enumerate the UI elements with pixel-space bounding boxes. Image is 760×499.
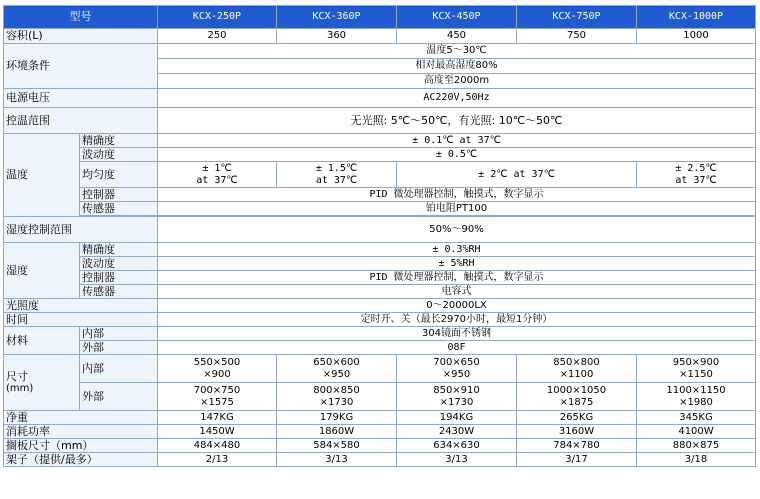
cell-value	[637, 355, 756, 383]
row-label: 净重	[4, 411, 158, 425]
cell-line: ± 1.5℃	[315, 162, 358, 174]
cell-value: 784×780	[517, 439, 637, 453]
model-2: KCX-360P	[277, 6, 397, 29]
row-net-weight	[4, 411, 756, 425]
row-temp-uniformity	[4, 162, 756, 188]
cell-value	[158, 355, 277, 383]
cell-value	[277, 162, 397, 188]
cell-line: 700×750	[193, 384, 241, 396]
sub-label: 内部	[80, 327, 158, 341]
cell-value: 750	[517, 29, 637, 44]
cell-line: 850×910	[433, 384, 480, 396]
row-label: 时间	[4, 313, 158, 327]
cell-value: 1000	[637, 29, 756, 44]
cell-line: ×1150	[679, 368, 713, 380]
cell-value: 2430W	[397, 425, 517, 439]
cell-line: 850×800	[553, 356, 600, 368]
sub-label: 精确度	[80, 134, 158, 148]
row-power	[4, 89, 756, 108]
cell-value	[637, 383, 756, 411]
cell-value: 584×580	[277, 439, 397, 453]
cell-line: ×950	[442, 368, 471, 380]
row-temp-fluctuation	[4, 148, 756, 162]
row-label: 搁板尺寸（mm）	[4, 439, 158, 453]
sub-label: 传感器	[80, 202, 158, 216]
model-4: KCX-750P	[517, 6, 637, 29]
cell-line: 1100×1150	[666, 384, 726, 396]
sub-label: 传感器	[80, 285, 158, 299]
cell-value: ± 0.3%RH	[158, 243, 756, 257]
cell-value: 相对最高湿度80%	[158, 59, 756, 74]
cell-value: 3160W	[517, 425, 637, 439]
cell-value: 3/18	[637, 453, 756, 467]
cell-value: 450	[397, 29, 517, 44]
row-label: 湿度控制范围	[4, 217, 158, 243]
row-hum-sensor	[4, 285, 756, 299]
cell-line: ×1100	[559, 368, 594, 380]
row-hum-controller	[4, 271, 756, 285]
row-material-inner	[4, 327, 756, 341]
cell-value: 484×480	[158, 439, 277, 453]
sub-label: 控制器	[80, 271, 158, 285]
cell-line: at 37℃	[675, 174, 717, 186]
cell-value: 3/17	[517, 453, 637, 467]
cell-line: ×1730	[439, 396, 474, 408]
row-size-inner	[4, 355, 756, 383]
cell-value: 电容式	[158, 285, 756, 299]
cell-value: 2/13	[158, 453, 277, 467]
model-5: KCX-1000P	[637, 6, 756, 29]
cell-value: 194KG	[397, 411, 517, 425]
cell-value: PID 微处理器控制，触摸式，数字显示	[158, 271, 756, 285]
row-hum-precision	[4, 243, 756, 257]
size-unit: (mm)	[6, 382, 34, 394]
cell-value: 定时开、关（最长2970小时，最短1分钟）	[158, 313, 756, 327]
cell-line: 950×900	[672, 356, 720, 368]
cell-value	[397, 355, 517, 383]
cell-value: 08F	[158, 341, 756, 355]
cell-line: ± 2.5℃	[675, 162, 717, 174]
cell-line: ×900	[203, 368, 231, 380]
row-power-consumption	[4, 425, 756, 439]
cell-value: ± 2℃ at 37℃	[397, 162, 637, 188]
cell-value: PID 微处理器控制，触摸式，数字显示	[158, 188, 756, 202]
cell-value: 345KG	[637, 411, 756, 425]
group-label: 材料	[4, 327, 80, 355]
cell-line: ×950	[322, 368, 351, 380]
cell-value: 50%～90%	[158, 217, 756, 243]
row-time	[4, 313, 756, 327]
row-hum-fluctuation	[4, 257, 756, 271]
sub-label: 内部	[80, 355, 158, 383]
group-label: 温度	[4, 134, 80, 217]
cell-value	[517, 355, 637, 383]
cell-value	[397, 383, 517, 411]
cell-value: 无光照: 5℃～50℃，有光照: 10℃～50℃	[158, 108, 756, 134]
cell-value: 265KG	[517, 411, 637, 425]
row-volume	[4, 29, 756, 44]
row-temp-range	[4, 108, 756, 134]
row-temp-controller	[4, 188, 756, 202]
row-temp-sensor	[4, 202, 756, 216]
cell-value: 634×630	[397, 439, 517, 453]
row-label: 控温范围	[4, 108, 158, 134]
cell-value: 360	[277, 29, 397, 44]
cell-line: ×1875	[559, 396, 594, 408]
sub-label: 外部	[80, 383, 158, 411]
model-3: KCX-450P	[397, 6, 517, 29]
group-label	[4, 355, 80, 411]
cell-value	[277, 355, 397, 383]
size-label: 尺寸	[6, 369, 28, 383]
cell-value: ± 5%RH	[158, 257, 756, 271]
sub-label: 控制器	[80, 188, 158, 202]
sub-label: 均匀度	[80, 162, 158, 188]
cell-value: ± 0.1℃ at 37℃	[158, 134, 756, 148]
row-environment	[4, 44, 756, 59]
cell-value: 3/13	[277, 453, 397, 467]
cell-value: 高度至2000m	[158, 74, 756, 89]
cell-line: ×1980	[679, 396, 713, 408]
row-label: 容积(L)	[4, 29, 158, 44]
cell-line: ×1575	[200, 396, 234, 408]
cell-line: 1000×1050	[546, 384, 607, 396]
row-label: 光照度	[4, 299, 158, 313]
cell-value	[517, 383, 637, 411]
cell-value: 4100W	[637, 425, 756, 439]
cell-value: 1450W	[158, 425, 277, 439]
sub-label: 波动度	[80, 257, 158, 271]
row-label: 电源电压	[4, 89, 158, 108]
cell-value: 250	[158, 29, 277, 44]
cell-line: at 37℃	[315, 174, 358, 186]
row-material-outer	[4, 341, 756, 355]
spec-table	[3, 5, 756, 467]
cell-value: 0～20000LX	[158, 299, 756, 313]
row-label: 环境条件	[4, 44, 158, 89]
cell-line: 650×600	[313, 356, 360, 368]
header-row	[4, 6, 756, 29]
sub-label: 外部	[80, 341, 158, 355]
cell-line: 550×500	[193, 356, 241, 368]
cell-value: 179KG	[277, 411, 397, 425]
cell-value: 147KG	[158, 411, 277, 425]
model-1: KCX-250P	[158, 6, 277, 29]
cell-line: 800×850	[313, 384, 360, 396]
cell-value: 1860W	[277, 425, 397, 439]
cell-value	[158, 162, 277, 188]
row-shelf-size	[4, 439, 756, 453]
cell-value	[158, 383, 277, 411]
cell-value: AC220V,50Hz	[158, 89, 756, 108]
row-label: 消耗功率	[4, 425, 158, 439]
sub-label: 波动度	[80, 148, 158, 162]
row-temp-precision	[4, 134, 756, 148]
cell-value	[277, 383, 397, 411]
group-label: 湿度	[4, 243, 80, 299]
header-label: 型号	[4, 6, 158, 29]
row-label: 架子（提供/最多）	[4, 453, 158, 467]
sub-label: 精确度	[80, 243, 158, 257]
row-size-outer	[4, 383, 756, 411]
cell-value: 铂电阻PT100	[158, 202, 756, 216]
row-humidity-range	[4, 217, 756, 243]
cell-line: ± 1℃	[202, 162, 232, 174]
cell-value: 温度5～30℃	[158, 44, 756, 59]
row-rack	[4, 453, 756, 467]
cell-value: 304镜面不锈钢	[158, 327, 756, 341]
cell-value: 3/13	[397, 453, 517, 467]
cell-value	[637, 162, 756, 188]
row-illuminance	[4, 299, 756, 313]
cell-value: ± 0.5℃	[158, 148, 756, 162]
cell-line: ×1730	[319, 396, 354, 408]
cell-line: 700×650	[433, 356, 480, 368]
cell-line: at 37℃	[196, 174, 238, 186]
cell-value: 880×875	[637, 439, 756, 453]
